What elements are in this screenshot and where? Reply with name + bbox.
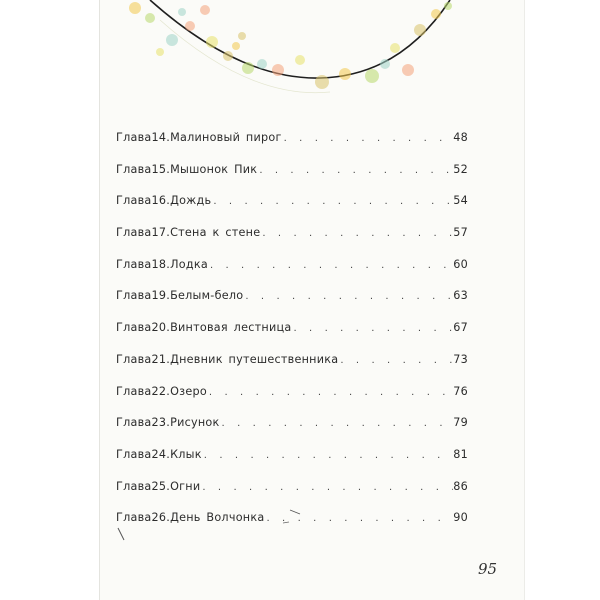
page-number: 86 — [453, 479, 468, 493]
page-number: 79 — [453, 416, 468, 430]
chapter-label: Глава — [116, 131, 152, 144]
chapter-number: 25. — [151, 479, 171, 493]
chapter-number: 20. — [151, 321, 171, 335]
page-number: 54 — [453, 194, 468, 208]
chapter-title: Клык — [170, 447, 202, 461]
chapter-number: 22. — [151, 384, 171, 398]
chapter-number: 16. — [151, 194, 171, 208]
chapter-label: Глава — [116, 511, 152, 525]
chapter-title: Лодка — [170, 257, 208, 271]
page-number: 81 — [453, 447, 468, 461]
chapter-number: 15. — [151, 162, 171, 176]
chapter-label: Глава — [116, 479, 152, 493]
chapter-title: День Волчонка — [170, 511, 265, 525]
chapter-label: Глава — [116, 257, 152, 271]
page-number: 63 — [453, 289, 468, 303]
page-folio: 95 — [478, 560, 498, 578]
page-number: 67 — [453, 321, 468, 335]
page-number: 73 — [453, 352, 468, 366]
chapter-number: 23. — [151, 416, 171, 430]
chapter-label: Глава — [116, 352, 152, 366]
chapter-label: Глава — [116, 162, 152, 176]
chapter-number: 21. — [151, 352, 171, 366]
page-number: 60 — [453, 257, 468, 271]
chapter-label: Глава — [116, 447, 152, 461]
page-number: 90 — [453, 511, 468, 525]
chapter-title: Стена к стене — [170, 226, 261, 240]
chapter-number: 14. — [151, 131, 171, 144]
chapter-label: Глава — [116, 226, 152, 240]
chapter-number: 17. — [151, 226, 171, 240]
chapter-label: Глава — [116, 321, 152, 335]
chapter-label: Глава — [116, 384, 152, 398]
page-number: 76 — [453, 384, 468, 398]
chapter-number: 24. — [151, 447, 171, 461]
chapter-title: Озеро — [170, 384, 207, 398]
chapter-title: Дневник путешественника — [170, 352, 339, 366]
page-number: 52 — [453, 162, 468, 176]
page-number: 57 — [453, 226, 468, 240]
chapter-title: Рисунок — [170, 416, 220, 430]
chapter-label: Глава — [116, 194, 152, 208]
chapter-number: 18. — [151, 257, 171, 271]
chapter-label: Глава — [116, 416, 152, 430]
chapter-number: 26. — [151, 511, 171, 525]
page-number: 48 — [453, 131, 468, 144]
chapter-title: Дождь — [170, 194, 212, 208]
chapter-title: Мышонок Пик — [170, 162, 258, 176]
chapter-label: Глава — [116, 289, 152, 303]
chapter-title: Малиновый пирог — [170, 131, 282, 144]
chapter-title: Огни — [170, 479, 201, 493]
chapter-number: 19. — [151, 289, 171, 303]
chapter-title: Винтовая лестница — [170, 321, 292, 335]
chapter-title: Белым-бело — [170, 289, 244, 303]
